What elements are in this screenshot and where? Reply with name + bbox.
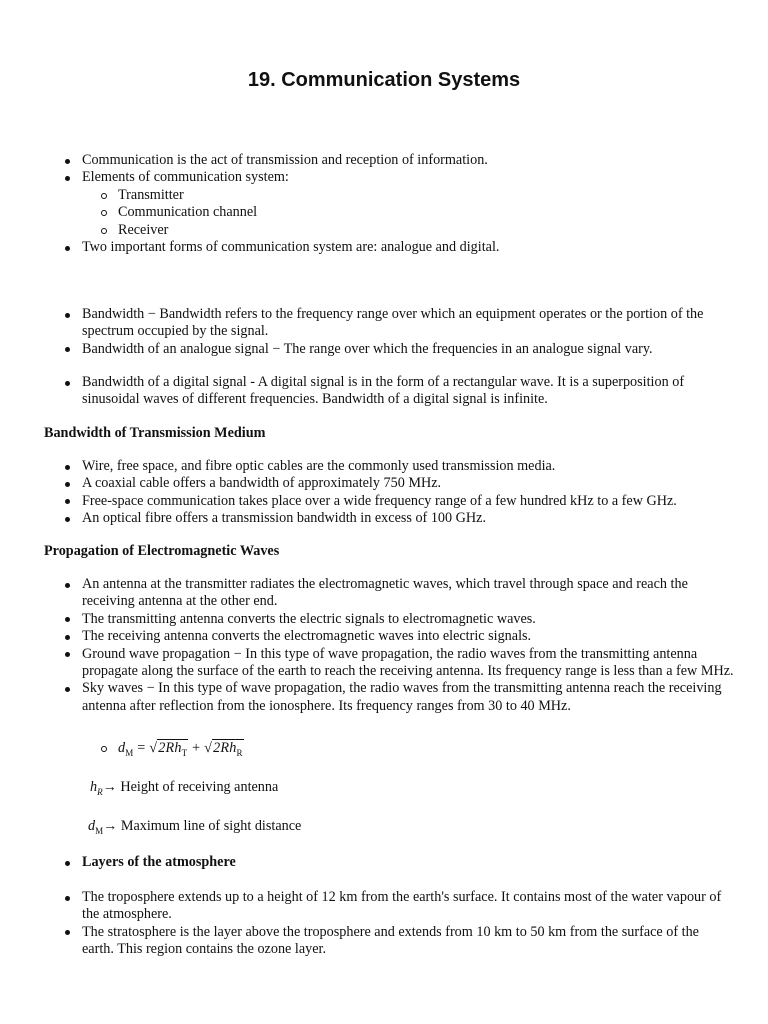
medium-list [44,458,734,528]
list-item: The transmitting antenna converts the electric signals to electromagnetic waves. [82,611,734,628]
list-item-text: Elements of communication system: [82,169,289,186]
list-item: Ground wave propagation − In this type of wave propagation, the radio waves from the transmitting antenna propagate along the surface of the earth to reach the receiving antenna. Its frequency range is less than a few MHz. [82,645,734,680]
list-item: Bandwidth of an analogue signal − The range over which the frequencies in an analogue signal vary. [82,341,734,358]
list-item: Two important forms of communication system are: analogue and digital. [82,239,734,256]
list-item: Sky waves − In this type of wave propagation, the radio waves from the transmitting antenna reach the receiving antenna after reflection from the ionosphere. Its frequency ranges from 30 to 40 MHz. [82,680,734,715]
section-heading-medium: Bandwidth of Transmission Medium [44,425,266,441]
elements-sublist [82,187,734,239]
sublist-item: Transmitter [118,187,734,204]
list-item: Bandwidth of a digital signal - A digital signal is in the form of a rectangular wave. It is a superposition of sinusoidal waves of different frequencies. Bandwidth of a digital signal is infinite. [82,374,734,409]
list-item: Communication is the act of transmission and reception of information. [82,152,734,169]
list-item: A coaxial cable offers a bandwidth of approximately 750 MHz. [82,475,734,492]
line-of-sight-formula: $d_M = √2Rh_T + √2Rh_R$ [118,740,243,758]
list-item: An optical fibre offers a transmission bandwidth in excess of 100 GHz. [82,510,734,527]
page-title: 19. Communication Systems [247,69,521,91]
bandwidth-list [44,306,734,358]
list-item: The receiving antenna converts the electromagnetic waves into electric signals. [82,628,734,645]
sublist-item: Communication channel [118,204,734,221]
formula-block [44,740,734,762]
list-item [82,169,734,239]
section-heading-atmosphere: Layers of the atmosphere [82,854,734,871]
propagation-list [44,576,734,715]
list-item: The troposphere extends up to a height of 12 km from the earth's surface. It contains most of the water vapour of the atmosphere. [82,889,734,924]
formula [118,740,734,762]
list-item: Wire, free space, and fibre optic cables are the commonly used transmission media. [82,458,734,475]
formula-item [82,740,734,762]
list-item: An antenna at the transmitter radiates the electromagnetic waves, which travel through space and reach the receiving antenna at the other end. [82,576,734,611]
list-item: The stratosphere is the layer above the troposphere and extends from 10 km to 50 km from the surface of the earth. This region contains the ozone layer. [82,924,734,959]
sublist-item: Receiver [118,222,734,239]
atmosphere-heading-list [44,854,734,871]
section-heading-propagation: Propagation of Electromagnetic Waves [44,543,280,559]
atmosphere-list [44,889,734,959]
dm-definition: $d_M\to$ Maximum line of sight distance [88,818,302,836]
sqrt-icon: √ [149,740,158,756]
intro-list [44,152,734,256]
list-item: Bandwidth − Bandwidth refers to the frequency range over which an equipment operates or the portion of the spectrum occupied by the signal. [82,306,734,341]
hr-definition: $h_R\to$ Height of receiving antenna [90,779,279,797]
digital-bandwidth-list [44,374,734,409]
sqrt-icon: √ [204,740,213,756]
list-item: Free-space communication takes place over a wide frequency range of a few hundred kHz to a few GHz. [82,493,734,510]
